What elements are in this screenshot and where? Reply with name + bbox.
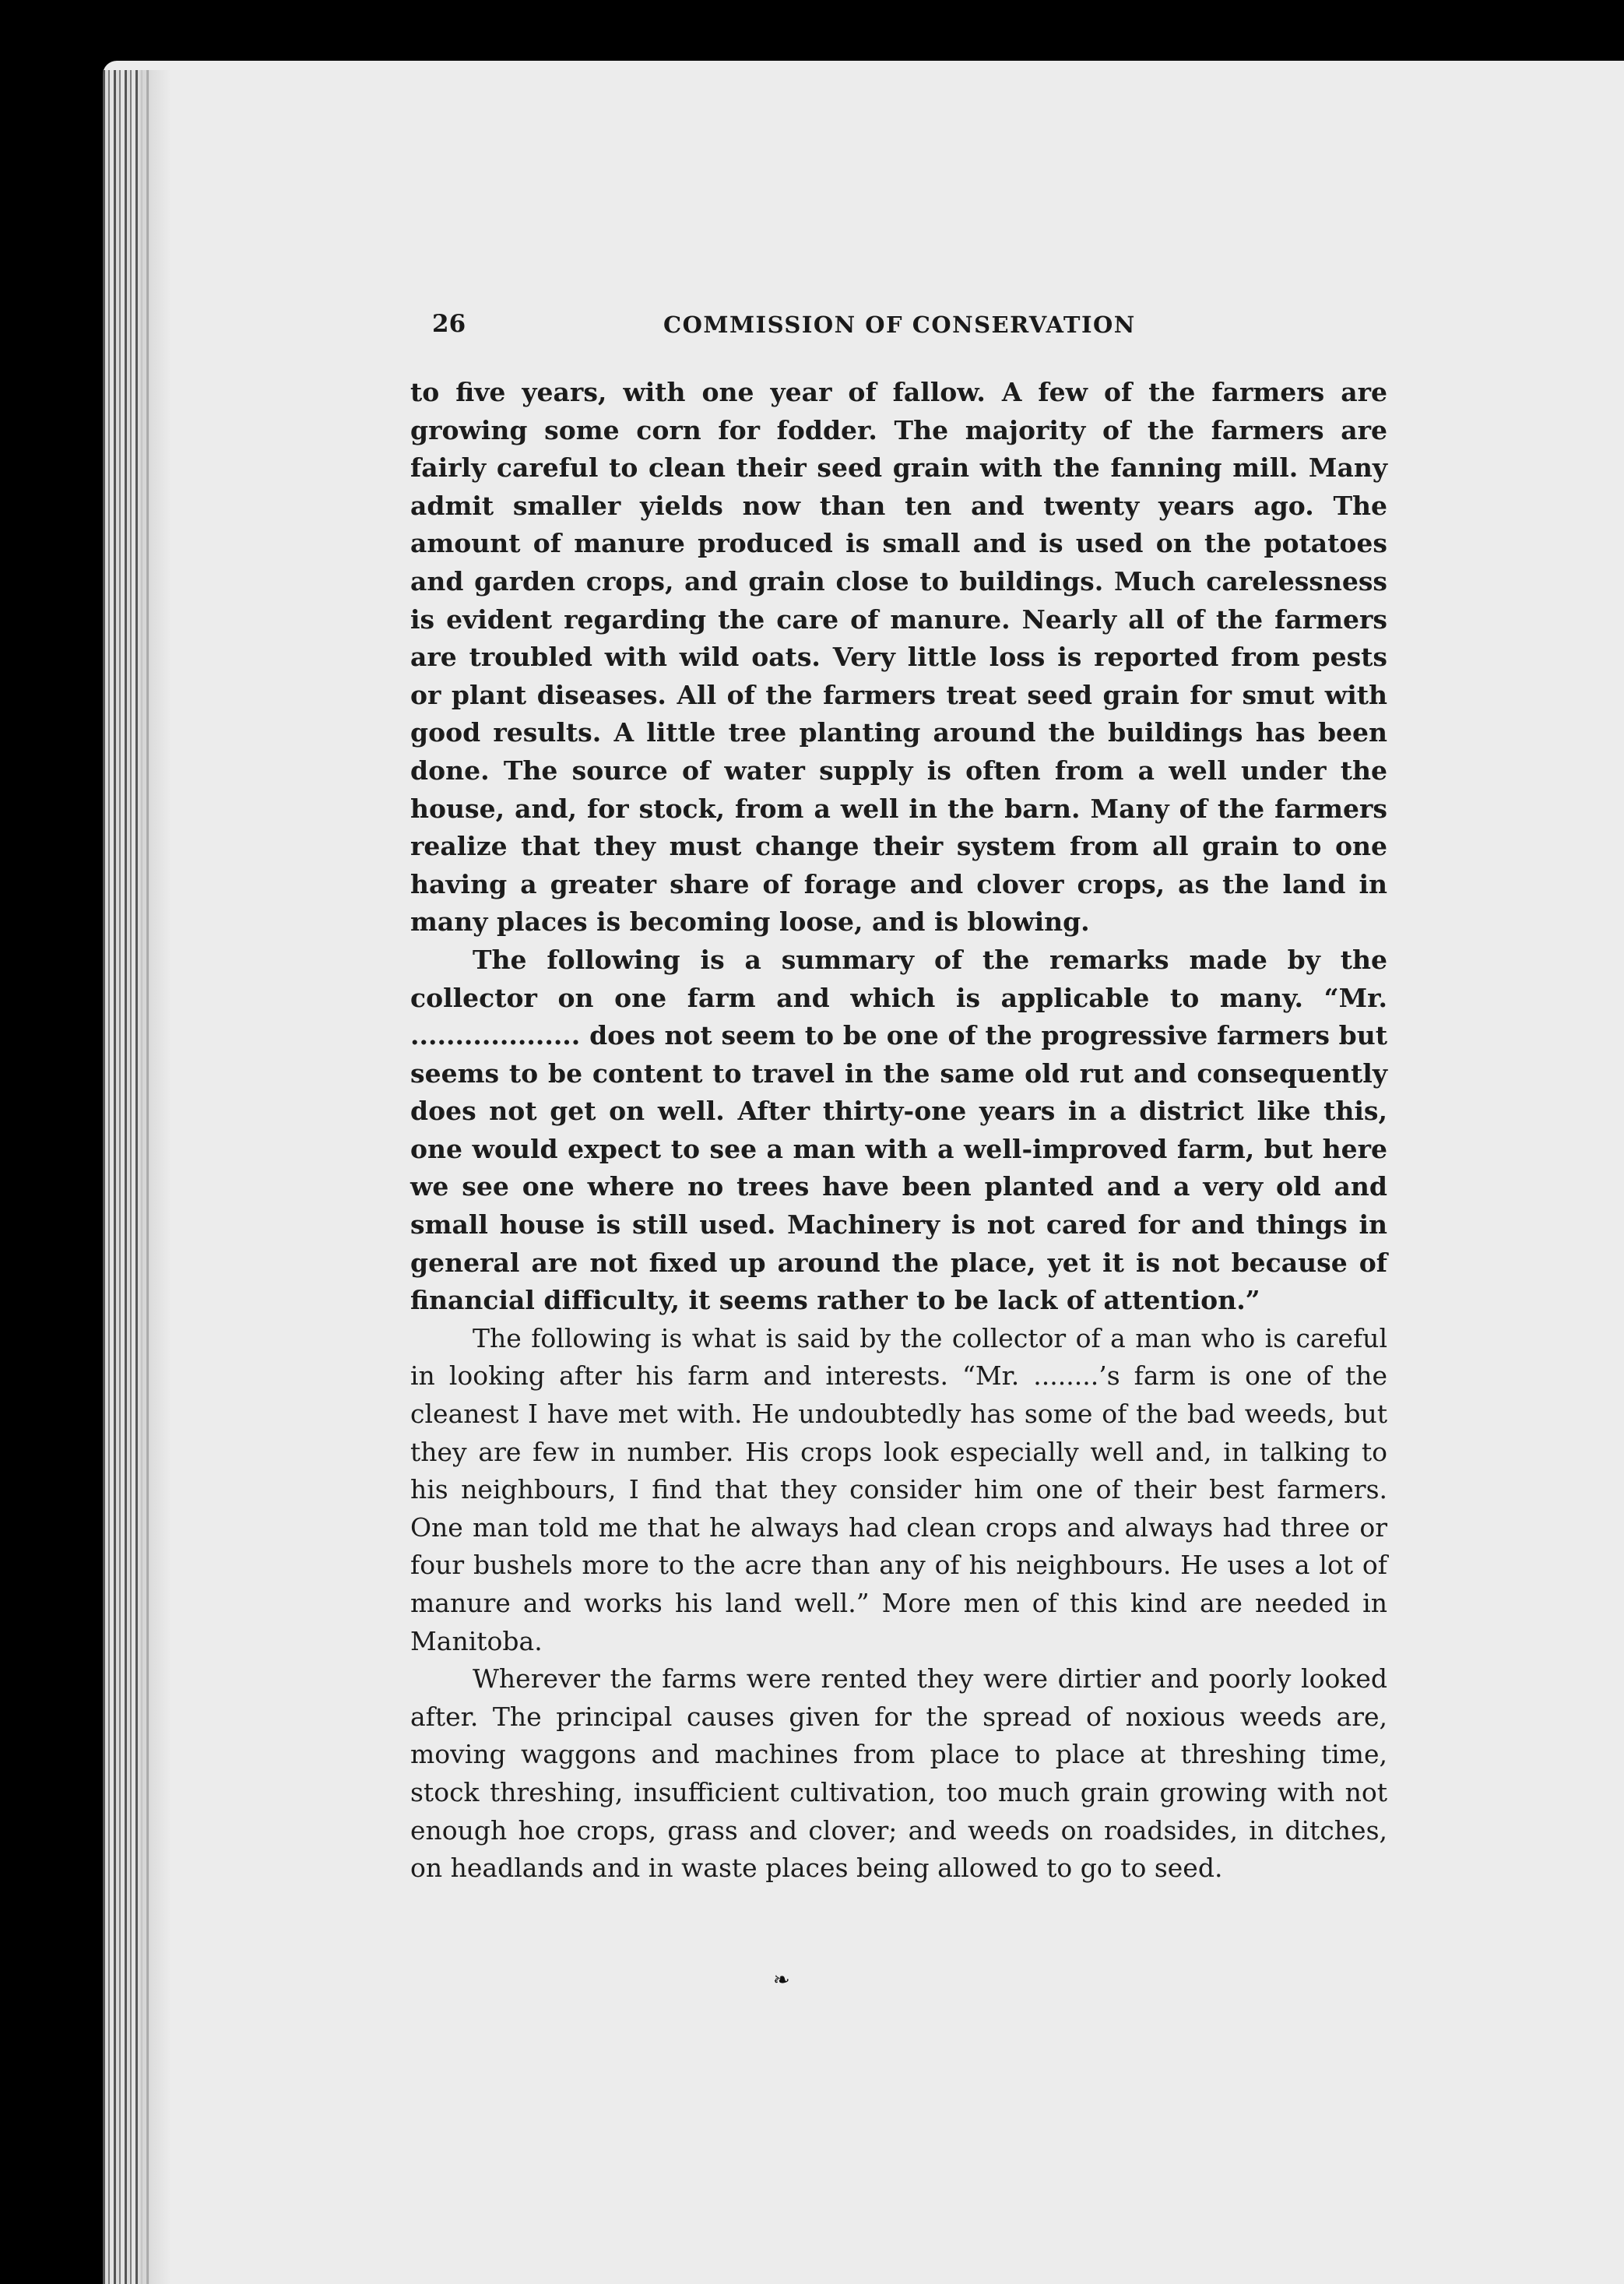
page-header	[432, 310, 1156, 349]
paragraph-continued: to five years, with one year of fallow. A few of the farmers are growing some corn for fodder. The majority of the farmers are fairly careful to clean their seed grain with the fanning mill. Many admit smaller yields now than ten and twenty years ago. The amount of manure produced is small and is used on the potatoes and garden crops, and grain close to buildings. Much carelessness is evident regarding the care of manure. Nearly all of the farmers are troubled with wild oats. Very little loss is reported from pests or plant diseases. All of the farmers treat seed grain for smut with good results. A little tree planting around the buildings has been done. The source of water supply is often from a well under the house, and, for stock, from a well in the barn. Many of the farmers realize that they must change their system from all grain to one having a greater share of forage and clover crops, as the land in many places is becoming loose, and is blowing.	[410, 377, 1387, 938]
paragraph-rented-farms: Wherever the farms were rented they were dirtier and poorly looked after. The principal causes given for the spread of noxious weeds are, moving waggons and machines from place to place at threshing time, stock threshing, insufficient cultivation, too much grain growing with not enough hoe crops, grass and clover; and weeds on roadsides, in ditches, on headlands and in waste places being allowed to go to seed.	[410, 1663, 1387, 1884]
running-title: COMMISSION OF CONSERVATION	[663, 311, 1136, 338]
page-edge-shadow	[140, 70, 171, 2284]
paragraph-summary-remarks: The following is a summary of the remarks made by the collector on one farm and which is applicable to many. “Mr. ................... does not seem to be one of the progressive farmers but seems to be content to travel in the same old rut and consequently does not get on well. After thirty-one years in a district like this, one would expect to see a man with a well-improved farm, but here we see one where no trees have been planted and a very old and small house is still used. Machinery is not cared for and things in general are not fixed up around the place, yet it is not because of financial difficulty, it seems rather to be lack of attention.”	[410, 944, 1387, 1316]
page-number: 26	[432, 310, 466, 338]
page-body	[410, 374, 1387, 1888]
end-ornament-icon: ❧	[773, 1969, 790, 1992]
paragraph-careful-farmer: The following is what is said by the collector of a man who is careful in looking after his farm and interests. “Mr. ........’s farm is one of the cleanest I have met with. He undoubtedly has some of the bad weeds, but they are few in number. His crops look especially well and, in talking to his neighbours, I find that they consider him one of their best farmers. One man told me that he always had clean crops and always had three or four bushels more to the acre than any of his neighbours. He uses a lot of manure and works his land well.” More men of this kind are needed in Manitoba.	[410, 1322, 1387, 1656]
